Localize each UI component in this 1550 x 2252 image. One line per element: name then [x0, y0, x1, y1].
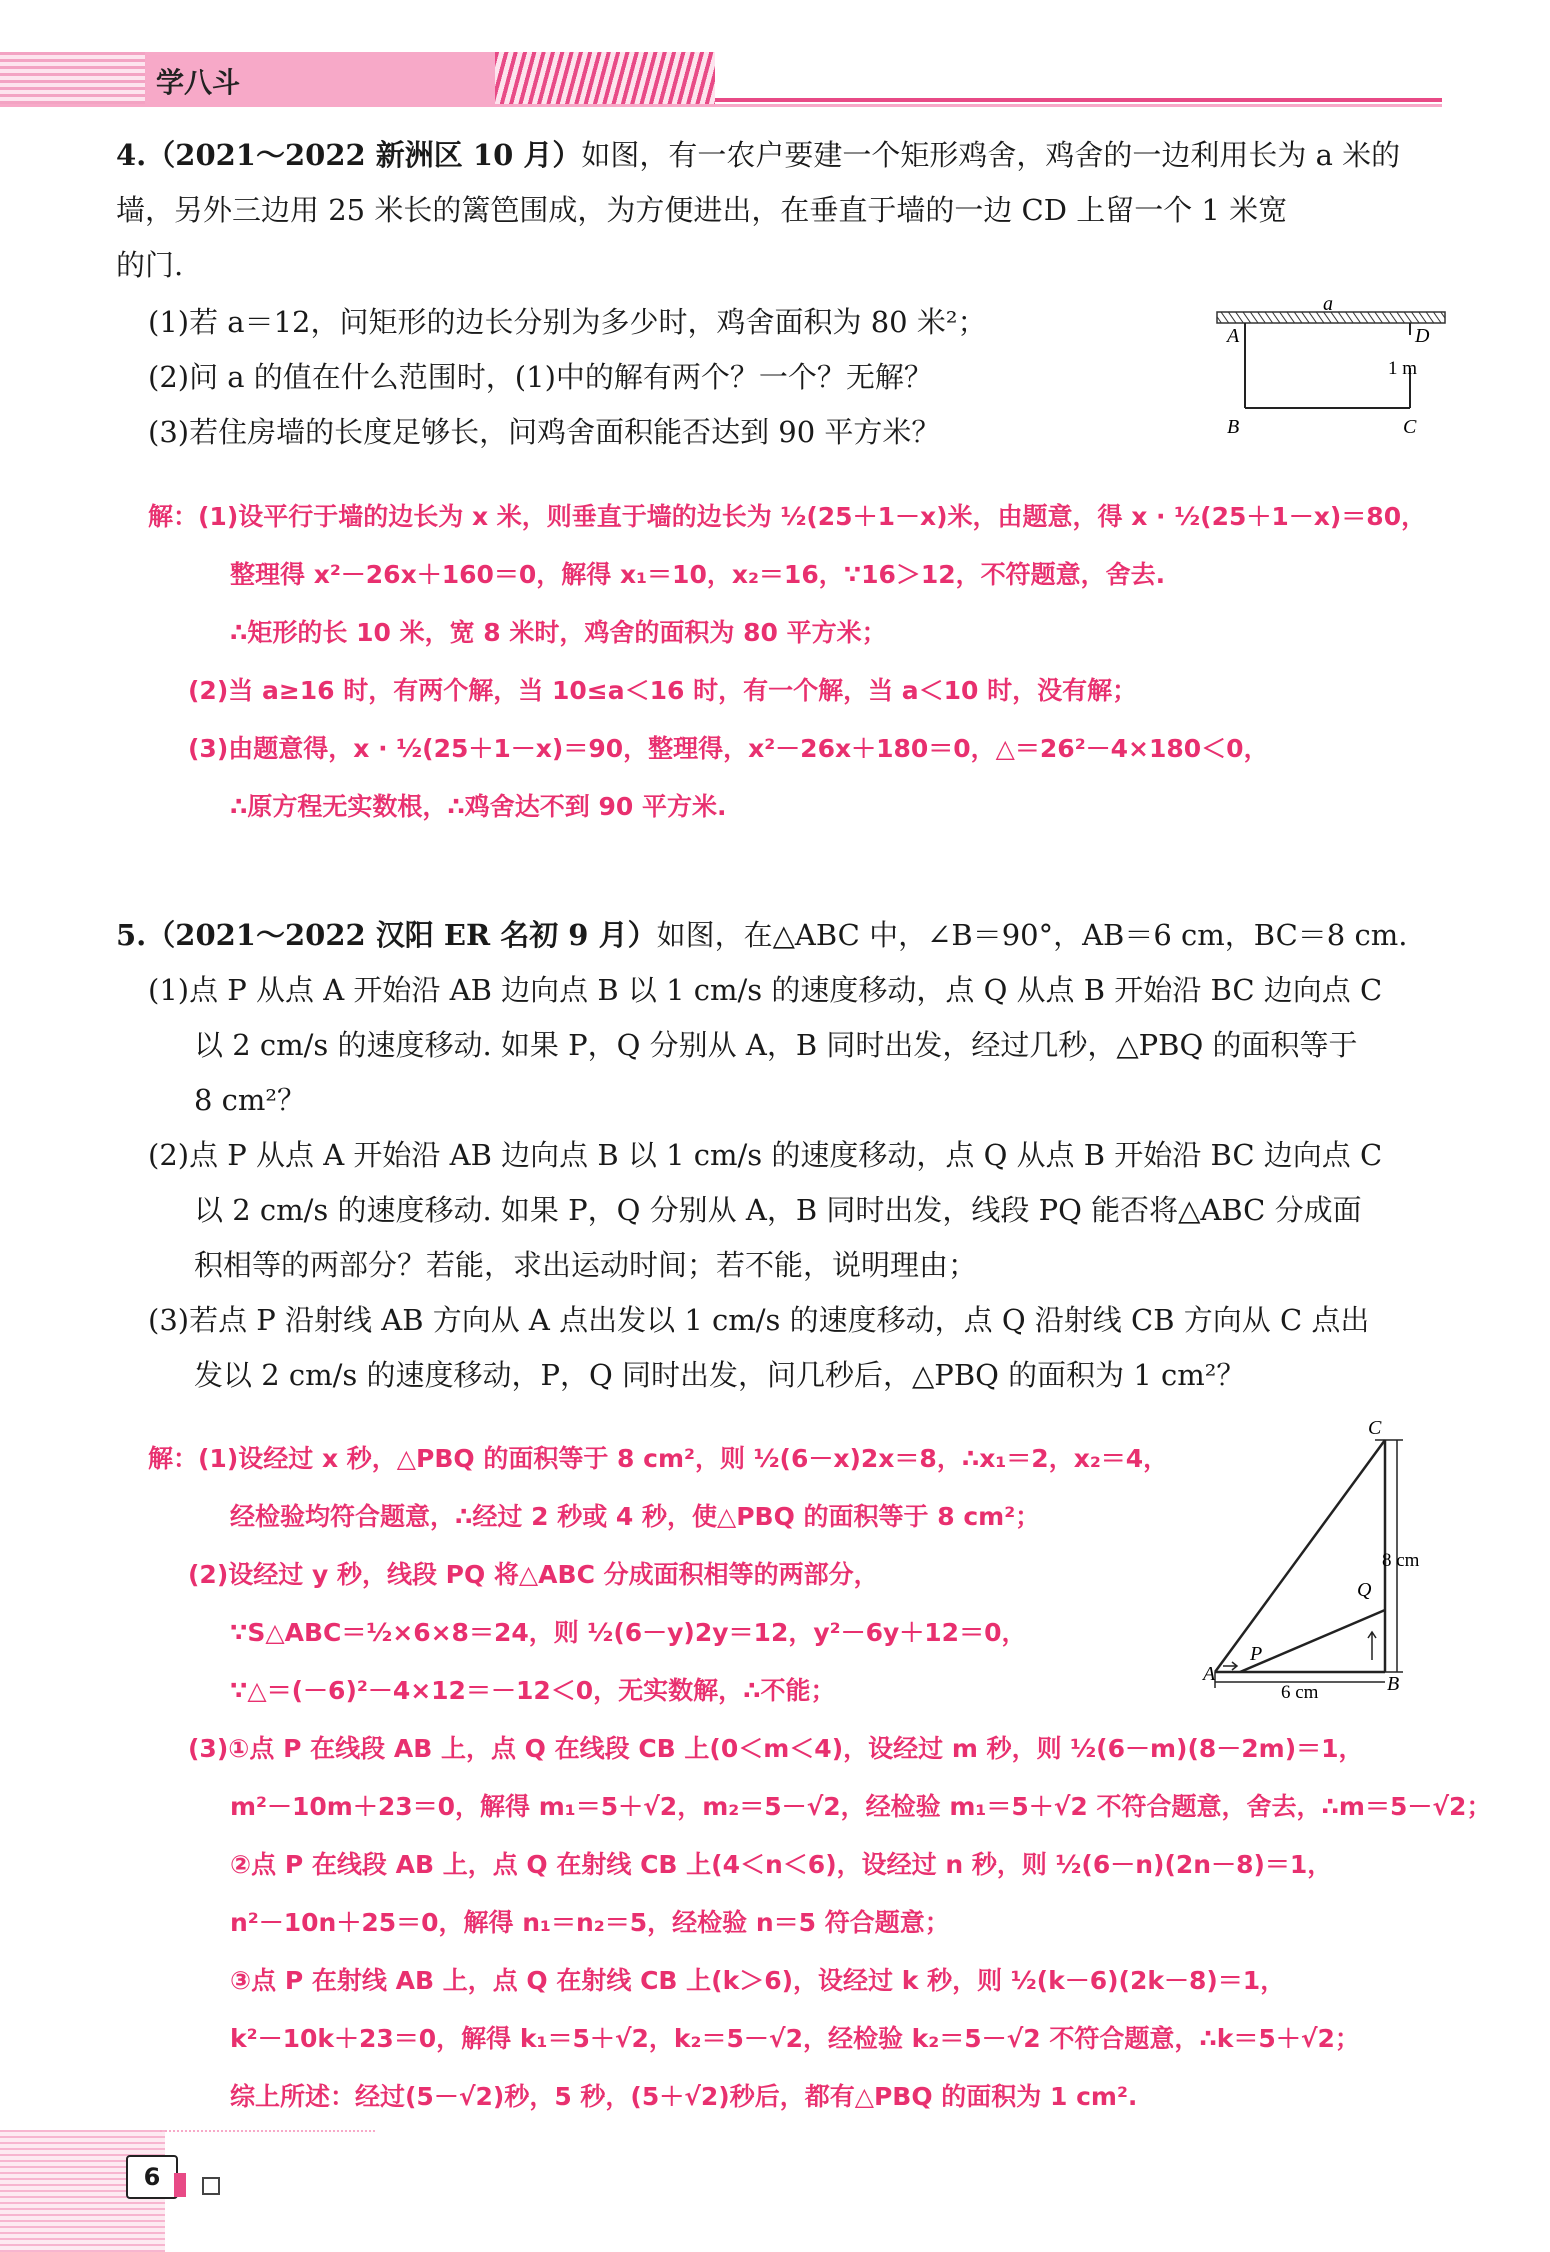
- label-gap: 1 m: [1388, 358, 1418, 379]
- label-C: C: [1368, 1420, 1382, 1439]
- q4-part-3: (3)若住房墙的长度足够长，问鸡舍面积能否达到 90 平方米？: [148, 415, 941, 449]
- page-header: [0, 52, 1442, 104]
- sol5-line-8: ②点 P 在线段 AB 上，点 Q 在射线 CB 上(4＜n＜6)，设经过 n 秒，则 ½(6－n)(2n－8)＝1，: [230, 1850, 1333, 1879]
- sol5-line-2: 经检验均符合题意，∴经过 2 秒或 4 秒，使△PBQ 的面积等于 8 cm²；: [230, 1502, 1041, 1531]
- sol5-line-10: ③点 P 在射线 AB 上，点 Q 在射线 CB 上(k＞6)，设经过 k 秒，则 ½(k－6)(2k－8)＝1，: [230, 1966, 1286, 1995]
- q5-part-1-c: 8 cm²？: [194, 1083, 307, 1117]
- label-B: B: [1227, 416, 1240, 438]
- sol5-line-5: ∵△＝(－6)²－4×12＝－12＜0，无实数解，∴不能；: [230, 1676, 836, 1705]
- header-rule: [715, 98, 1442, 102]
- header-underline: [0, 104, 1442, 107]
- label-bc-length: 8 cm: [1382, 1550, 1420, 1571]
- solution-5: [148, 1430, 1492, 2126]
- sol5-line-4: ∵S△ABC＝½×6×8＝24，则 ½(6－y)2y＝12，y²－6y＋12＝0，: [230, 1618, 1027, 1647]
- sol5-line-6: (3)①点 P 在线段 AB 上，点 Q 在线段 CB 上(0＜m＜4)，设经过 m 秒，则 ½(6－m)(8－2m)＝1，: [188, 1734, 1364, 1763]
- q5-part-2-b: 以 2 cm/s 的速度移动. 如果 P，Q 分别从 A，B 同时出发，线段 PQ 能否将△ABC 分成面: [194, 1193, 1362, 1227]
- header-stripes-right: [495, 52, 715, 104]
- q4-line-2: 墙，另外三边用 25 米长的篱笆围成，为方便进出，在垂直于墙的一边 CD 上留一个 1 米宽: [116, 193, 1288, 227]
- label-ab-length: 6 cm: [1281, 1682, 1319, 1700]
- q4-figure: [1205, 290, 1455, 450]
- footer-dots: [160, 2130, 375, 2132]
- sol4-line-5: (3)由题意得，x · ½(25＋1－x)＝90，整理得，x²－26x＋180＝0，△＝26²－4×180＜0，: [188, 734, 1269, 763]
- label-D: D: [1415, 325, 1430, 347]
- label-Q: Q: [1357, 1579, 1372, 1601]
- q4-lead: 4.（2021～2022 新洲区 10 月）: [116, 138, 582, 172]
- sol4-line-1: 解：(1)设平行于墙的边长为 x 米，则垂直于墙的边长为 ½(25＋1－x)米，由题意，得 x · ½(25＋1－x)＝80，: [148, 502, 1427, 531]
- sol5-line-3: (2)设经过 y 秒，线段 PQ 将△ABC 分成面积相等的两部分，: [188, 1560, 879, 1589]
- sol5-line-9: n²－10n＋25＝0，解得 n₁＝n₂＝5，经检验 n＝5 符合题意；: [230, 1908, 950, 1937]
- label-a: a: [1323, 293, 1333, 315]
- header-stripes-left: [0, 52, 145, 104]
- sol5-line-11: k²－10k＋23＝0，解得 k₁＝5＋√2，k₂＝5－√2，经检验 k₂＝5－√2 不符合题意，∴k＝5＋√2；: [230, 2024, 1360, 2053]
- sol4-line-6: ∴原方程无实数根，∴鸡舍达不到 90 平方米.: [230, 792, 727, 821]
- footer-accent: [174, 2173, 186, 2197]
- sol4-line-2: 整理得 x²－26x＋160＝0，解得 x₁＝10，x₂＝16，∵16＞12，不符题意，舍去.: [230, 560, 1166, 589]
- label-P: P: [1250, 1643, 1263, 1665]
- label-C: C: [1403, 416, 1417, 438]
- footer-square-icon: [202, 2177, 220, 2195]
- label-B: B: [1387, 1673, 1400, 1695]
- label-A: A: [1227, 325, 1240, 347]
- q5-lead: 5.（2021～2022 汉阳 ER 名初 9 月）: [116, 918, 657, 952]
- sol4-line-3: ∴矩形的长 10 米，宽 8 米时，鸡舍的面积为 80 平方米；: [230, 618, 887, 647]
- solution-4: [148, 488, 1478, 836]
- page-footer: [0, 2125, 380, 2252]
- sol5-line-7: m²－10m＋23＝0，解得 m₁＝5＋√2，m₂＝5－√2，经检验 m₁＝5＋√2 不符合题意，舍去，∴m＝5－√2；: [230, 1792, 1492, 1821]
- q5-part-3-a: (3)若点 P 沿射线 AB 方向从 A 点出发以 1 cm/s 的速度移动，点 Q 沿射线 CB 方向从 C 点出: [148, 1303, 1370, 1337]
- sol5-line-1: 解：(1)设经过 x 秒，△PBQ 的面积等于 8 cm²，则 ½(6－x)2x＝8，∴x₁＝2，x₂＝4，: [148, 1444, 1169, 1473]
- q4-line-3: 的门.: [116, 248, 184, 282]
- q5-part-1-b: 以 2 cm/s 的速度移动. 如果 P，Q 分别从 A，B 同时出发，经过几秒，△PBQ 的面积等于: [194, 1028, 1358, 1062]
- q4-part-2: (2)问 a 的值在什么范围时，(1)中的解有两个？一个？无解？: [148, 360, 933, 394]
- q5-part-2-c: 积相等的两部分？若能，求出运动时间；若不能，说明理由；: [194, 1248, 978, 1282]
- q5-part-1-a: (1)点 P 从点 A 开始沿 AB 边向点 B 以 1 cm/s 的速度移动，点 Q 从点 B 开始沿 BC 边向点 C: [148, 973, 1383, 1007]
- q4-part-1: (1)若 a＝12，问矩形的边长分别为多少时，鸡舍面积为 80 米²；: [148, 305, 987, 339]
- page-number: 6: [126, 2155, 178, 2199]
- sol4-line-4: (2)当 a≥16 时，有两个解，当 10≤a＜16 时，有一个解，当 a＜10 时，没有解；: [188, 676, 1138, 705]
- sol5-line-12: 综上所述：经过(5－√2)秒，5 秒，(5＋√2)秒后，都有△PBQ 的面积为 1 cm².: [230, 2082, 1138, 2111]
- q4-line-1: 4.（2021～2022 新洲区 10 月）如图，有一农户要建一个矩形鸡舍，鸡舍的一边利用长为 a 米的: [116, 138, 1401, 172]
- label-A: A: [1203, 1663, 1216, 1685]
- header-title: 学八斗: [156, 66, 241, 99]
- q5-part-2-a: (2)点 P 从点 A 开始沿 AB 边向点 B 以 1 cm/s 的速度移动，点 Q 从点 B 开始沿 BC 边向点 C: [148, 1138, 1383, 1172]
- q5-line-1: 5.（2021～2022 汉阳 ER 名初 9 月）如图，在△ABC 中，∠B＝90°，AB＝6 cm，BC＝8 cm.: [116, 918, 1408, 952]
- question-5: [116, 908, 1446, 1403]
- q5-part-3-b: 发以 2 cm/s 的速度移动，P，Q 同时出发，问几秒后，△PBQ 的面积为 1 cm²？: [194, 1358, 1246, 1392]
